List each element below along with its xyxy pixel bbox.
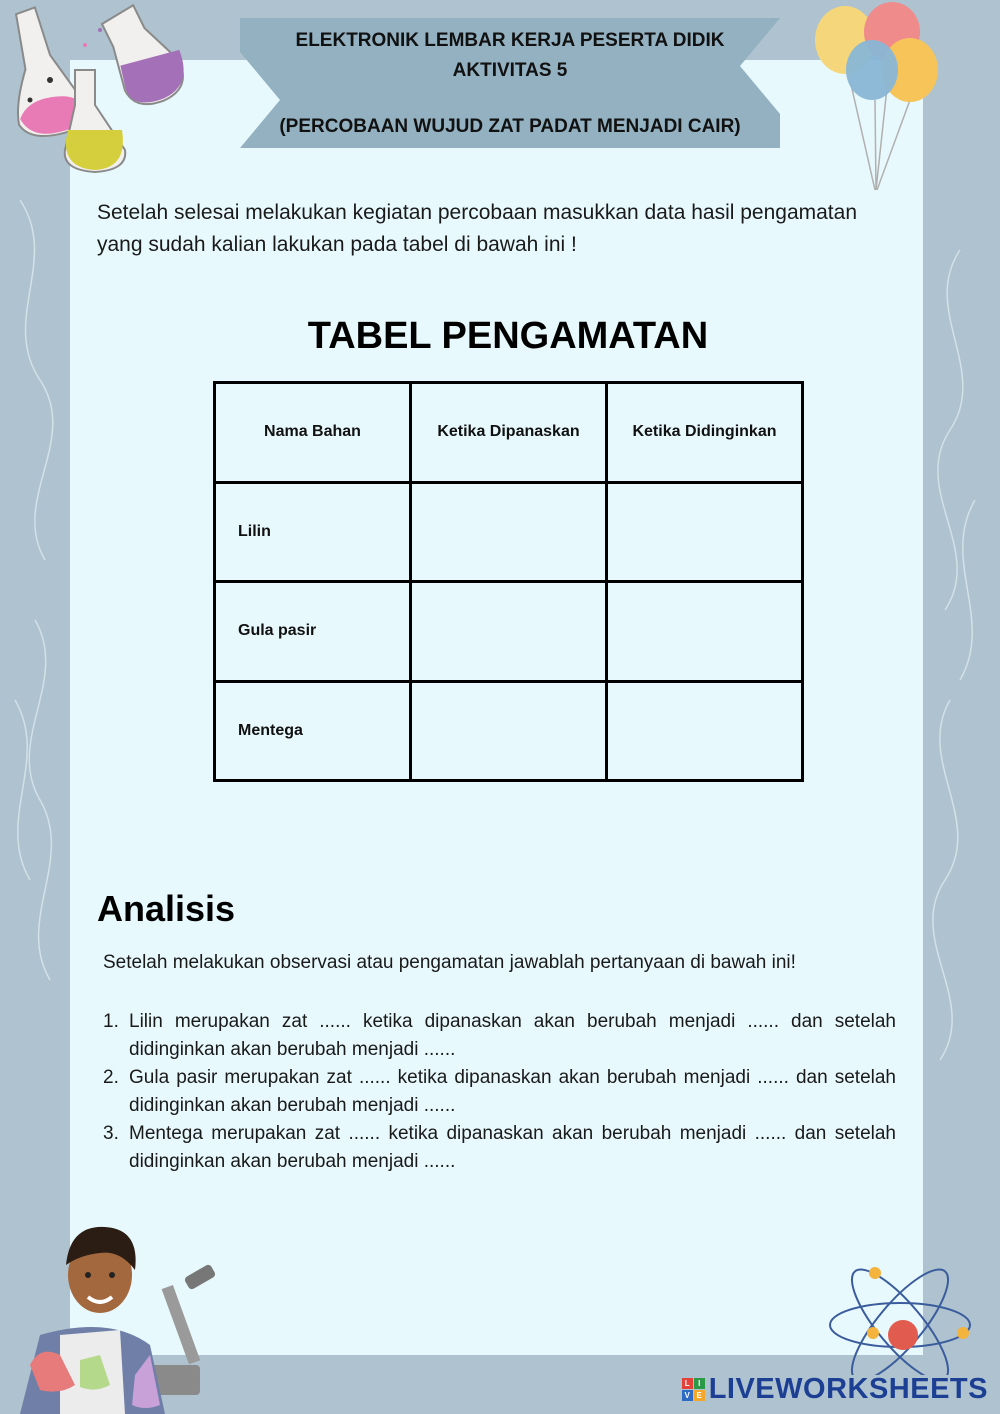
scientist-student-illustration (0, 1215, 230, 1414)
question-text: Gula pasir merupakan zat ...... ketika dipanaskan akan berubah menjadi ...... dan setelah didinginkan akan berubah menjadi ...... (129, 1067, 896, 1116)
banner-title-line2: AKTIVITAS 5 (452, 60, 568, 81)
balloons-illustration (810, 0, 950, 200)
observation-table (213, 381, 804, 782)
analysis-title: Analisis (97, 888, 236, 929)
table-row (215, 582, 803, 682)
row-name-cell: Gula pasir (215, 582, 411, 682)
table-row (215, 681, 803, 781)
analysis-intro: Setelah melakukan observasi atau pengamatan jawablah pertanyaan di bawah ini! (103, 952, 796, 973)
heated-answer-cell[interactable] (410, 681, 606, 781)
banner-subtitle: (PERCOBAAN WUJUD ZAT PADAT MENJADI CAIR) (279, 116, 741, 137)
table-row (215, 482, 803, 582)
logo-mark-letter: E (694, 1390, 705, 1401)
atom-illustration (815, 1255, 985, 1375)
logo-mark-letter: L (682, 1378, 693, 1389)
table-header-row (215, 383, 803, 483)
liveworksheets-logo-mark (682, 1378, 705, 1401)
liveworksheets-logo[interactable] (682, 1373, 988, 1406)
cooled-answer-cell[interactable] (606, 482, 802, 582)
intro-text: Setelah selesai melakukan kegiatan percobaan masukkan data hasil pengamatan yang sudah kalian lakukan pada tabel di bawah ini ! (97, 201, 857, 256)
question-item (103, 1064, 896, 1120)
row-name-cell: Mentega (215, 681, 411, 781)
table-title: TABEL PENGAMATAN (307, 315, 709, 357)
question-item (103, 1008, 896, 1064)
question-text: Lilin merupakan zat ...... ketika dipanaskan akan berubah menjadi ...... dan setelah didinginkan akan berubah menjadi ...... (129, 1011, 896, 1060)
header-ketika-didinginkan: Ketika Didinginkan (606, 383, 802, 483)
liveworksheets-logo-text: LIVEWORKSHEETS (708, 1373, 988, 1405)
heated-answer-cell[interactable] (410, 482, 606, 582)
question-text: Mentega merupakan zat ...... ketika dipanaskan akan berubah menjadi ...... dan setelah didinginkan akan berubah menjadi ...... (129, 1123, 896, 1172)
question-number: 2. (103, 1067, 119, 1088)
logo-mark-letter: I (694, 1378, 705, 1389)
lab-flasks-illustration (0, 0, 200, 180)
cooled-answer-cell[interactable] (606, 681, 802, 781)
banner-title-line1: ELEKTRONIK LEMBAR KERJA PESERTA DIDIK (295, 30, 725, 51)
question-number: 1. (103, 1011, 119, 1032)
heated-answer-cell[interactable] (410, 582, 606, 682)
cooled-answer-cell[interactable] (606, 582, 802, 682)
header-nama-bahan: Nama Bahan (215, 383, 411, 483)
row-name-cell: Lilin (215, 482, 411, 582)
logo-mark-letter: V (682, 1390, 693, 1401)
header-ketika-dipanaskan: Ketika Dipanaskan (410, 383, 606, 483)
header-banner (240, 18, 780, 148)
question-item (103, 1120, 896, 1176)
question-list (103, 1008, 896, 1176)
question-number: 3. (103, 1123, 119, 1144)
